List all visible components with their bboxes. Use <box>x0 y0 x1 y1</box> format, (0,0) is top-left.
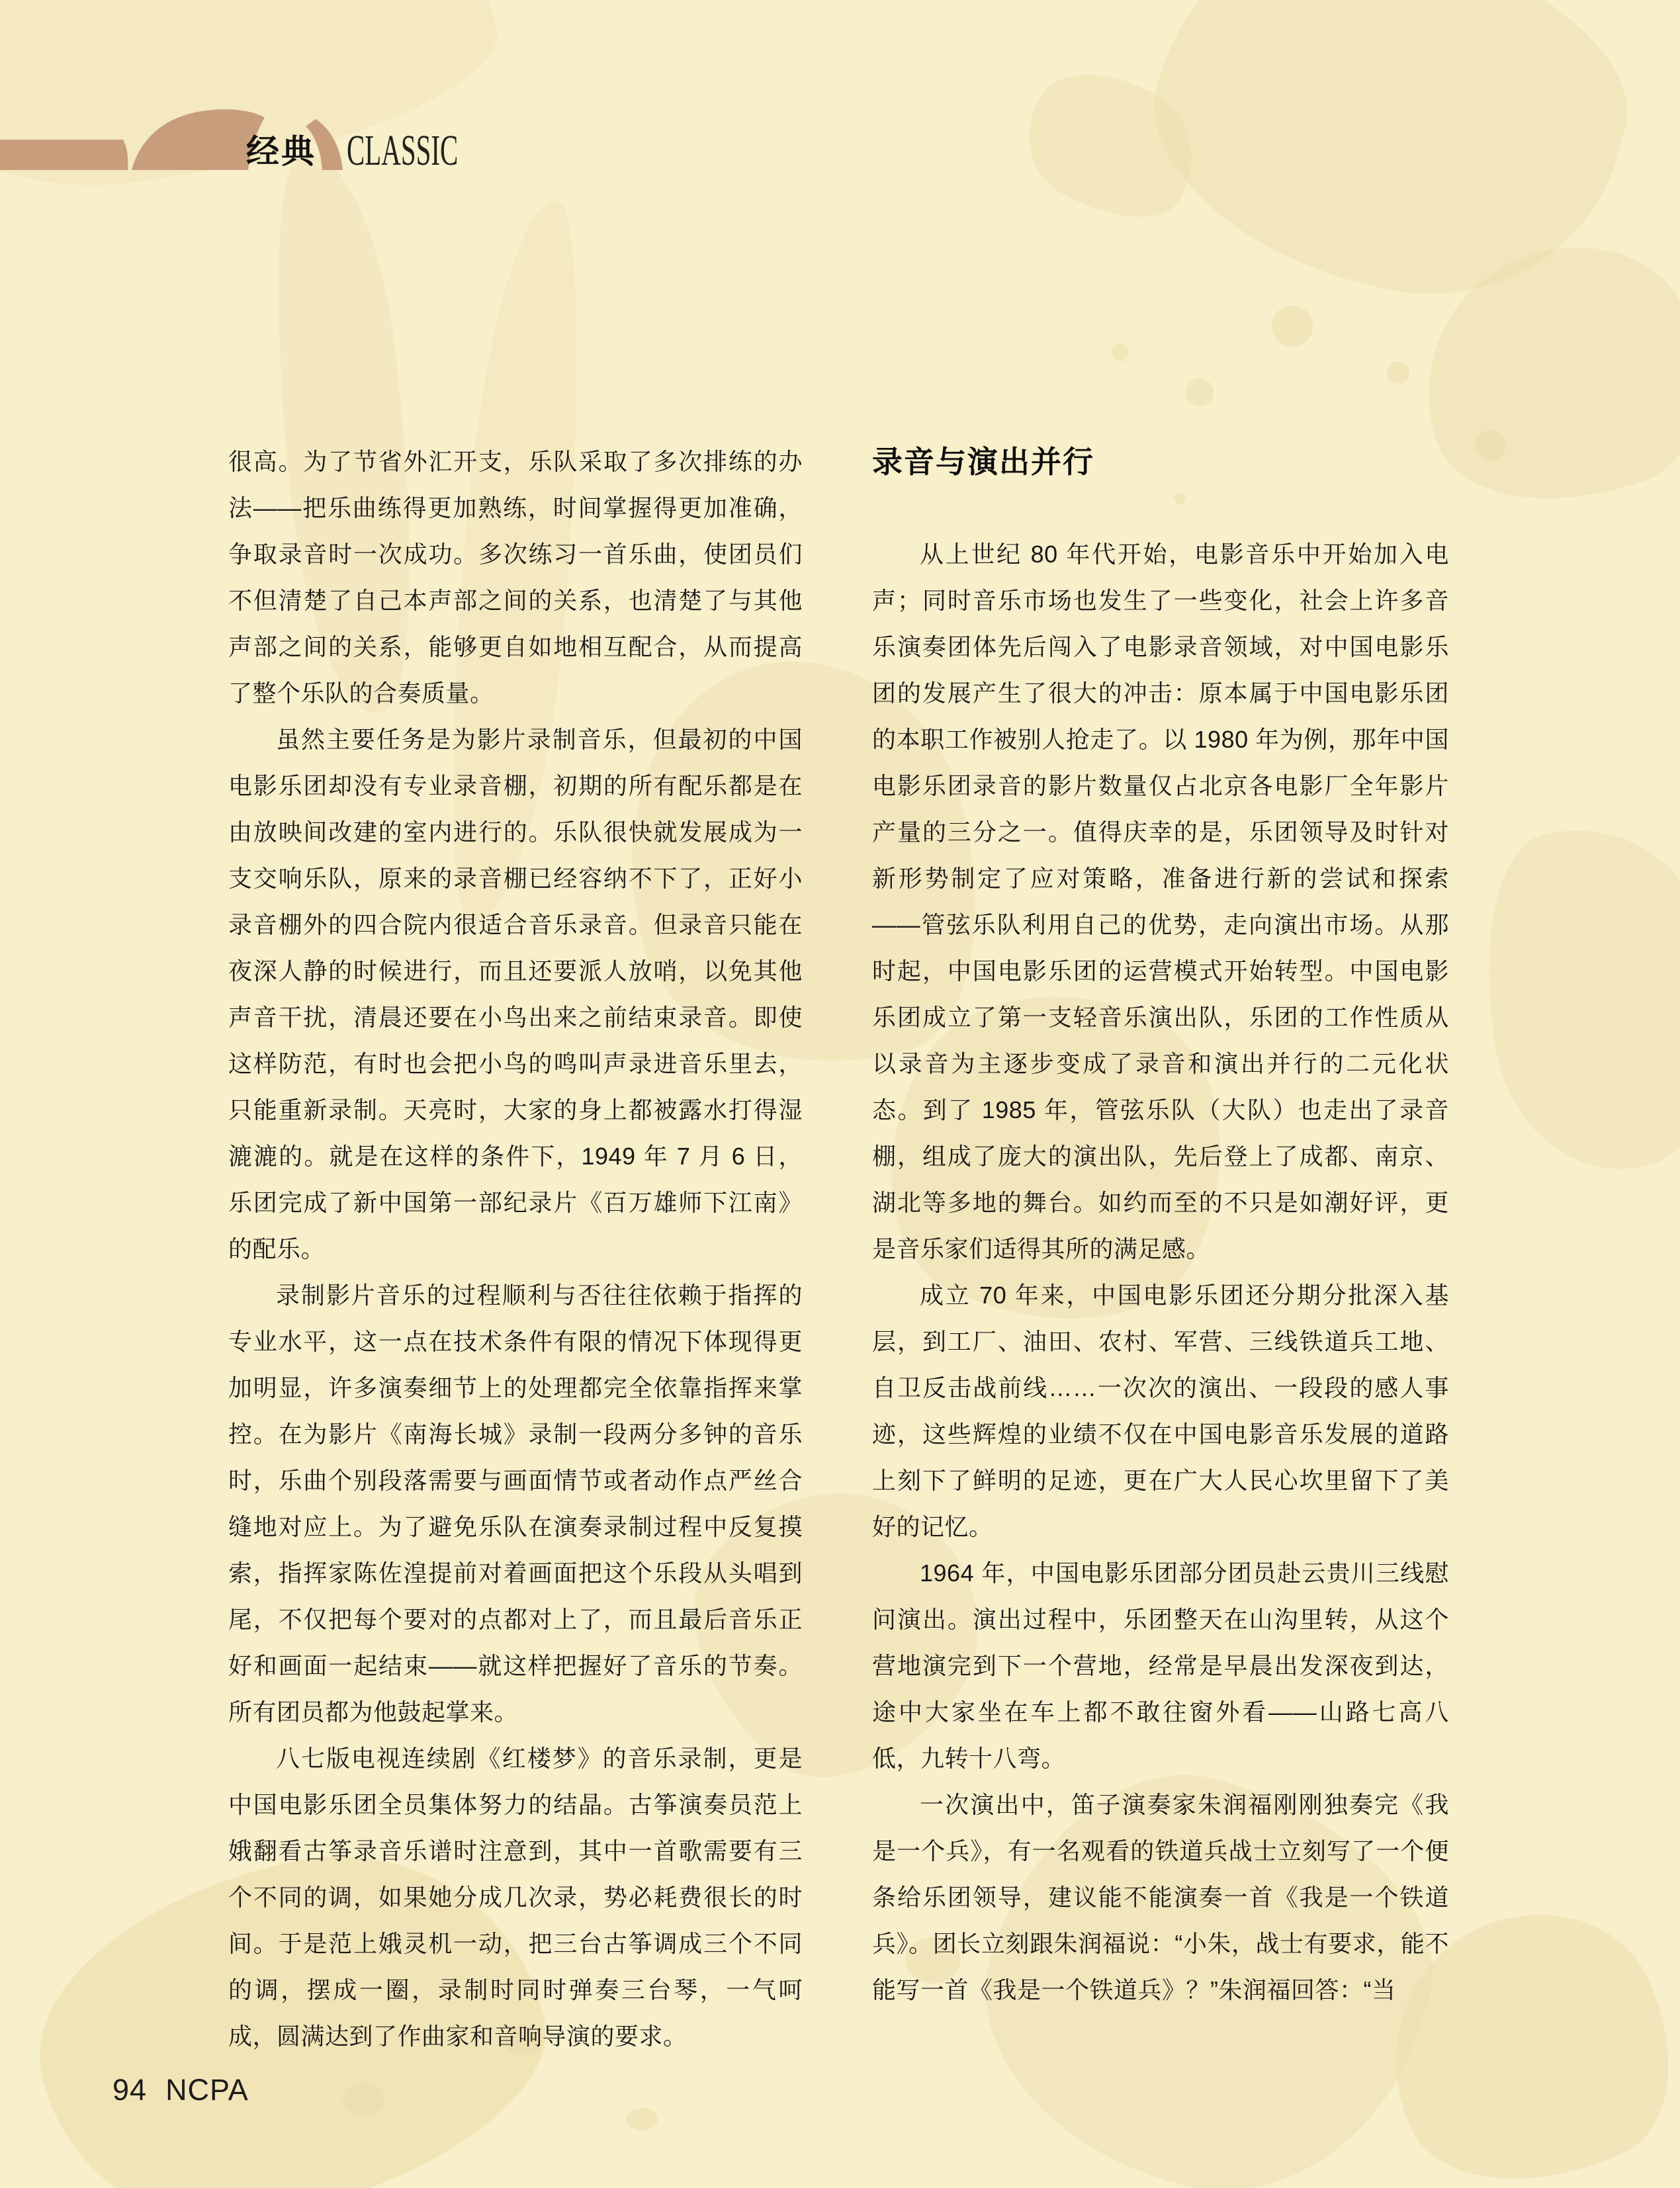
left-column <box>228 439 803 2060</box>
header-bar-shape <box>0 140 128 170</box>
section-heading: 录音与演出并行 <box>872 445 1094 479</box>
page-footer <box>112 2074 249 2107</box>
header-category-cn: 经典 <box>246 133 316 170</box>
body-paragraph: 从上世纪 80 年代开始，电影音乐中开始加入电声；同时音乐市场也发生了一些变化，社会上许多音乐演奏团体先后闯入了电影录音领域，对中国电影乐团的发展产生了很大的冲击：原本属于中国电影乐团的本职工作被别人抢走了。以 1980 年为例，那年中国电影乐团录音的影片数量仅占北京各电影厂全年影片产量的三分之一。值得庆幸的是，乐团领导及时针对新形势制定了应对策略，准备进行新的尝试和探索——管弦乐队利用自己的优势，走向演出市场。从那时起，中国电影乐团的运营模式开始转型。中国电影乐团成立了第一支轻音乐演出队，乐团的工作性质从以录音为主逐步变成了录音和演出并行的二元化状态。到了 1985 年，管弦乐队（大队）也走出了录音棚，组成了庞大的演出队，先后登上了成都、南京、湖北等多地的舞台。如约而至的不只是如潮好评，更是音乐家们适得其所的满足感。 <box>872 541 1449 1262</box>
splatter-dots-decor <box>1112 344 1129 361</box>
body-paragraph: 1964 年，中国电影乐团部分团员赴云贵川三线慰问演出。演出过程中，乐团整天在山沟里转，从这个营地演完到下一个营地，经常是早晨出发深夜到达，途中大家坐在车上都不敢往窗外看——山路七高八低，九转十八弯。 <box>872 1559 1449 1772</box>
header-category-en: CLASSIC <box>347 126 459 175</box>
body-paragraph: 成立 70 年来，中国电影乐团还分期分批深入基层，到工厂、油田、农村、军营、三线铁道兵工地、自卫反击战前线……一次次的演出、一段段的感人事迹，这些辉煌的业绩不仅在中国电影音乐发展的道路上刻下了鲜明的足迹，更在广大人民心坎里留下了美好的记忆。 <box>872 1282 1449 1540</box>
magazine-brand: NCPA <box>165 2073 249 2107</box>
body-paragraph: 八七版电视连续剧《红楼梦》的音乐录制，更是中国电影乐团全员集体努力的结晶。古筝演奏员范上娥翻看古筝录音乐谱时注意到，其中一首歌需要有三个不同的调，如果她分成几次录，势必耗费很长的时间。于是范上娥灵机一动，把三台古筝调成三个不同的调，摆成一圈，录制时同时弹奏三台琴，一气呵成，圆满达到了作曲家和音响导演的要求。 <box>228 1745 803 2050</box>
body-paragraph: 虽然主要任务是为影片录制音乐，但最初的中国电影乐团却没有专业录音棚，初期的所有配乐都是在由放映间改建的室内进行的。乐队很快就发展成为一支交响乐队，原来的录音棚已经容纳不下了，正好小录音棚外的四合院内很适合音乐录音。但录音只能在夜深人静的时候进行，而且还要派人放哨，以免其他声音干扰，清晨还要在小鸟出来之前结束录音。即使这样防范，有时也会把小鸟的鸣叫声录进音乐里去，只能重新录制。天亮时，大家的身上都被露水打得湿漉漉的。就是在这样的条件下，1949 年 7 月 6 日，乐团完成了新中国第一部纪录片《百万雄师下江南》的配乐。 <box>228 726 803 1262</box>
right-column <box>872 439 1449 2013</box>
body-paragraph: 录制影片音乐的过程顺利与否往往依赖于指挥的专业水平，这一点在技术条件有限的情况下体现得更加明显，许多演奏细节上的处理都完全依靠指挥来掌控。在为影片《南海长城》录制一段两分多钟的音乐时，乐曲个别段落需要与画面情节或者动作点严丝合缝地对应上。为了避免乐队在演奏录制过程中反复摸索，指挥家陈佐湟提前对着画面把这个乐段从头唱到尾，不仅把每个要对的点都对上了，而且最后音乐正好和画面一起结束——就这样把握好了音乐的节奏。所有团员都为他鼓起掌来。 <box>228 1282 803 1726</box>
page-number: 94 <box>112 2073 148 2107</box>
splatter-decor <box>1460 810 1680 1188</box>
body-paragraph: 一次演出中，笛子演奏家朱润福刚刚独奏完《我是一个兵》，有一名观看的铁道兵战士立刻写了一个便条给乐团领导，建议能不能演奏一首《我是一个铁道兵》。团长立刻跟朱润福说：“小朱，战士有要求，能不能写一首《我是一个铁道兵》？”朱润福回答：“当 <box>872 1791 1449 2003</box>
body-paragraph: 很高。为了节省外汇开支，乐队采取了多次排练的办法——把乐曲练得更加熟练，时间掌握得更加准确，争取录音时一次成功。多次练习一首乐曲，使团员们不但清楚了自己本声部之间的关系，也清楚了与其他声部之间的关系，能够更自如地相互配合，从而提高了整个乐队的合奏质量。 <box>228 448 803 707</box>
header-leaf-shape <box>132 109 265 170</box>
